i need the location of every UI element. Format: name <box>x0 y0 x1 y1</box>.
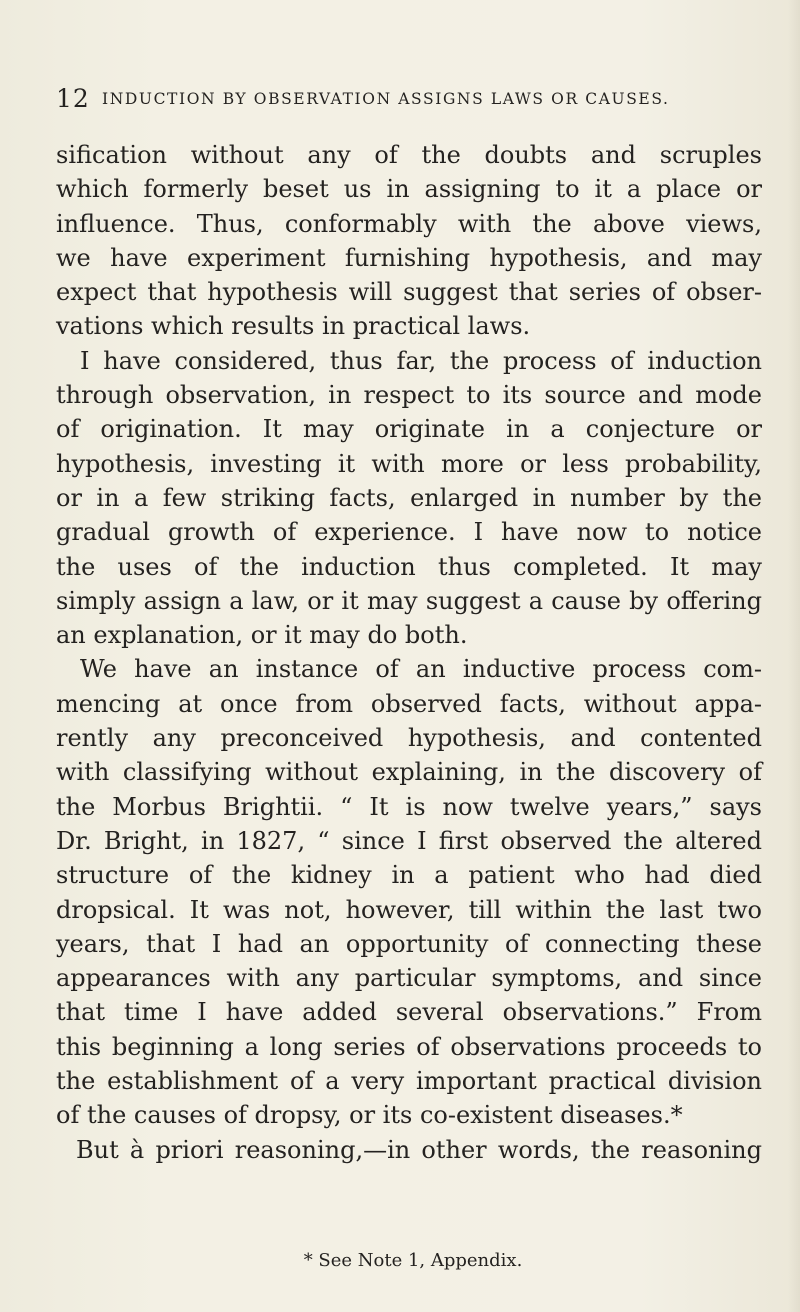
text-line: years, that I had an opportunity of connecting these <box>56 929 762 958</box>
text-line: mencing at once from observed facts, without appa- <box>56 689 762 718</box>
running-head-title: INDUCTION BY OBSERVATION ASSIGNS LAWS OR CAUSES. <box>102 90 670 108</box>
text-line: that time I have added several observations.” From <box>56 998 762 1027</box>
text-line: through observation, in respect to its source and mode <box>56 381 762 410</box>
footnote: * See Note 1, Appendix. <box>303 1250 523 1271</box>
text-line: dropsical. It was not, however, till within the last two <box>56 895 762 924</box>
text-line: this beginning a long series of observations proceeds to <box>56 1032 762 1061</box>
page-number: 12 <box>56 84 90 113</box>
text-line: the uses of the induction thus completed. It may <box>56 552 762 581</box>
text-line: which formerly beset us in assigning to it a place or <box>56 175 762 204</box>
text-line: the Morbus Brightii. “ It is now twelve years,” says <box>56 792 762 821</box>
text-line: rently any preconceived hypothesis, and contented <box>56 724 762 753</box>
text-line: the establishment of a very important practical division <box>56 1067 762 1096</box>
text-line: of the causes of dropsy, or its co-existent diseases.* <box>56 1101 683 1130</box>
text-line: vations which results in practical laws. <box>56 312 531 341</box>
text-line: sification without any of the doubts and scruples <box>56 141 762 169</box>
text-line: hypothesis, investing it with more or less probability, <box>56 449 762 478</box>
text-line: of origination. It may originate in a conjecture or <box>56 415 762 444</box>
body-text <box>56 138 762 1167</box>
text-line: an explanation, or it may do both. <box>56 621 468 650</box>
text-line: gradual growth of experience. I have now to notice <box>56 518 762 547</box>
text-line: Dr. Bright, in 1827, “ since I first observed the altered <box>56 826 762 855</box>
text-line: structure of the kidney in a patient who had died <box>56 861 762 890</box>
text-line: simply assign a law, or it may suggest a cause by offering <box>56 586 762 615</box>
paragraph-start-line: We have an instance of an inductive process com- <box>80 655 762 684</box>
text-line: influence. Thus, conformably with the above views, <box>56 209 762 238</box>
text-line: with classifying without explaining, in the discovery of <box>56 758 762 787</box>
running-head <box>56 82 756 116</box>
page-edge-shadow <box>788 0 800 1312</box>
text-line: But à priori reasoning,—in other words, the reasoning <box>76 1135 762 1164</box>
text-line: we have experiment furnishing hypothesis, and may <box>56 243 762 272</box>
text-line: appearances with any particular symptoms, and since <box>56 964 762 993</box>
text-line: expect that hypothesis will suggest that series of obser- <box>56 278 762 307</box>
text-line: or in a few striking facts, enlarged in number by the <box>56 483 762 512</box>
paragraph-start-line: I have considered, thus far, the process of induction <box>80 346 762 375</box>
